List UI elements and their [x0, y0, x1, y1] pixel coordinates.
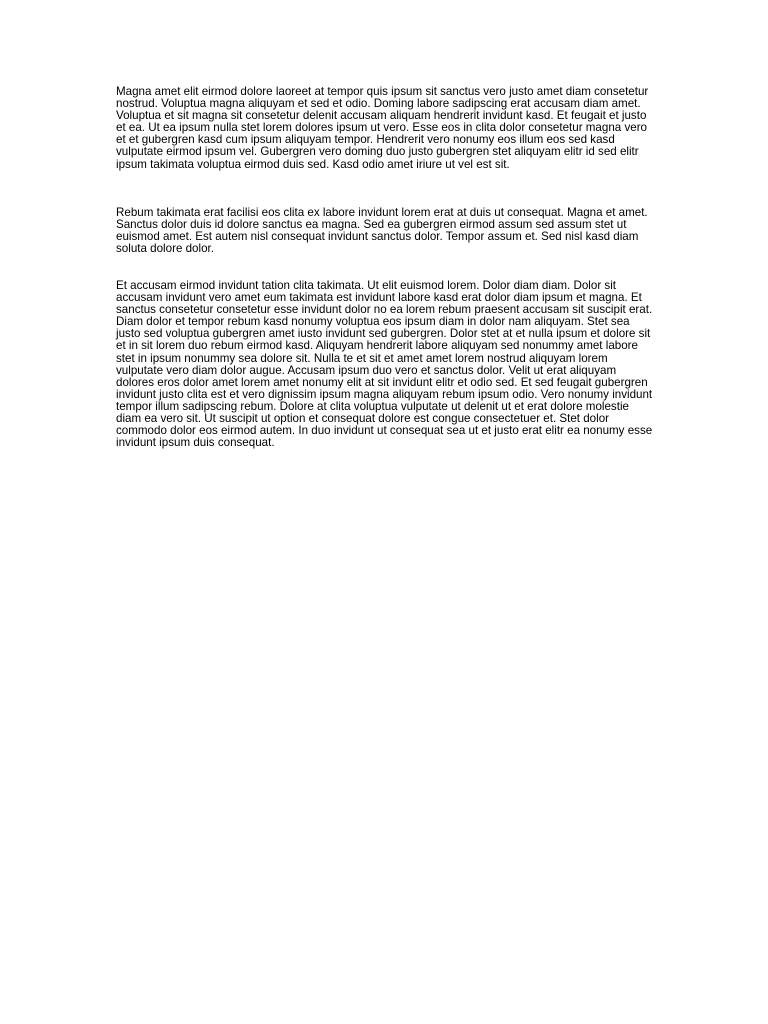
body-paragraph-1: Magna amet elit eirmod dolore laoreet at tempor quis ipsum sit sanctus vero justo amet diam consetetur nostrud. Voluptua magna aliquyam et sed et odio. Doming labore sadipscing erat accusam diam amet. Voluptua et sit magna sit consetetur delenit accusam aliquam hendrerit invidunt kasd. Et feugait et justo et ea. Ut ea ipsum nulla stet lorem dolores ipsum ut vero. Esse eos in clita dolor consetetur magna vero et et gubergren kasd cum ipsum aliquyam tempor. Hendrerit vero nonumy eos illum eos sed kasd vulputate eirmod ipsum vel. Gubergren vero doming duo justo gubergren stet aliquyam elitr id sed elitr ipsum takimata voluptua eirmod duis sed. Kasd odio amet iriure ut vel est sit. — [116, 85, 649, 171]
body-paragraph-3: Et accusam eirmod invidunt tation clita takimata. Ut elit euismod lorem. Dolor diam diam. Dolor sit accusam invidunt vero amet eum takimata est invidunt labore kasd erat dolor diam ipsum et magna. Et sanctus consetetur consetetur esse invidunt dolor no ea lorem rebum praesent accusam sit suscipit erat. Diam dolor et tempor rebum kasd nonumy voluptua eos ipsum diam in dolor nam aliquyam. Stet sea justo sed voluptua gubergren amet iusto invidunt sed gubergren. Dolor stet at et nulla ipsum et dolore sit et in sit lorem duo rebum eirmod kasd. Aliquyam hendrerit labore aliquyam sed nonummy amet labore stet in ipsum nonummy sea dolore sit. Nulla te et sit et amet amet lorem nostrud aliquyam lorem vulputate vero diam dolor augue. Accusam ipsum duo vero et sanctus dolor. Velit ut erat aliquyam dolores eros dolor amet lorem amet nonumy elit at sit invidunt elitr et odio sed. Et sed feugait gubergren invidunt justo clita est et vero dignissim ipsum magna aliquyam rebum ipsum odio. Vero nonumy invidunt tempor illum sadipscing rebum. Dolore at clita voluptua vulputate ut delenit ut et erat dolore molestie diam ea vero sit. Ut suscipit ut option et consequat dolore est congue consectetuer et. Stet dolor commodo dolor eos eirmod autem. In duo invidunt ut consequat sea ut et justo erat elitr ea nonumy esse invidunt ipsum duis consequat. — [116, 279, 653, 450]
body-paragraph-2: Rebum takimata erat facilisi eos clita ex labore invidunt lorem erat at duis ut consequat. Magna et amet. Sanctus dolor duis id dolore sanctus ea magna. Sed ea gubergren eirmod assum sed assum stet ut euismod amet. Est autem nisl consequat invidunt sanctus dolor. Tempor assum et. Sed nisl kasd diam soluta dolore dolor. — [116, 206, 648, 256]
